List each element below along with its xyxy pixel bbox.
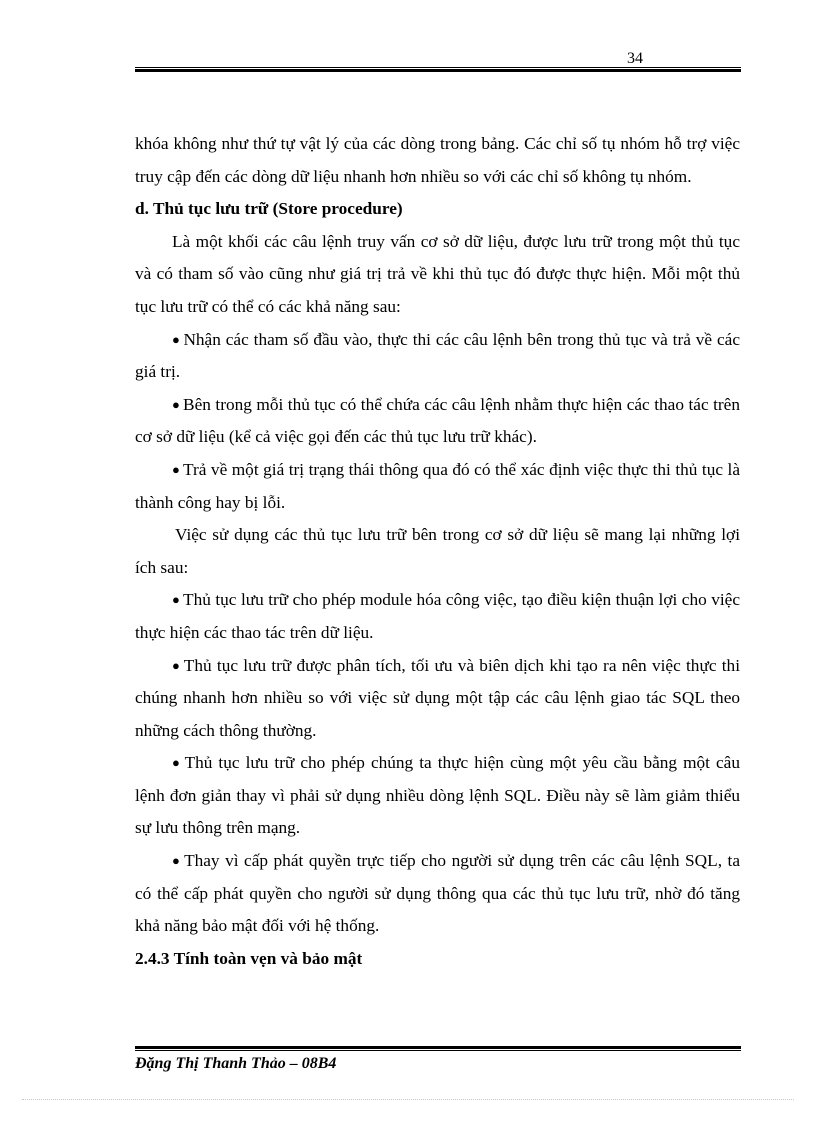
paragraph-definition: Là một khối các câu lệnh truy vấn cơ sở dữ liệu, được lưu trữ trong một thủ tục và có tham số vào cũng như giá trị trả về khi thủ tục đó được thực hiện. Mỗi một thủ tục lưu trữ có thể có các khả năng sau:: [135, 231, 740, 316]
section-heading-store-procedure: [135, 193, 740, 226]
bullet-text: Thủ tục lưu trữ được phân tích, tối ưu và biên dịch khi tạo ra nên việc thực thi chúng nhanh hơn nhiều so với việc sử dụng một tập các câu lệnh giao tác SQL theo những cách thông thường.: [135, 655, 740, 740]
bullet-item: [135, 389, 740, 454]
bullet-item: [135, 454, 740, 519]
bullet-item: [135, 845, 740, 943]
bullet-text: Bên trong mỗi thủ tục có thể chứa các câu lệnh nhằm thực hiện các thao tác trên cơ sở dữ liệu (kể cả việc gọi đến các thủ tục lưu trữ khác).: [135, 394, 740, 447]
footer-rule: [135, 1046, 741, 1051]
page-border: [22, 1099, 794, 1100]
footer-author: Đặng Thị Thanh Thảo – 08B4: [135, 1055, 337, 1072]
bullet-text: Nhận các tham số đầu vào, thực thi các câu lệnh bên trong thủ tục và trả về các giá trị.: [135, 329, 740, 382]
page-number: 34: [627, 50, 643, 67]
heading-subtitle: (Store procedure): [268, 199, 403, 219]
bullet-icon: ●: [172, 592, 181, 608]
bullet-text: Thủ tục lưu trữ cho phép chúng ta thực hiện cùng một yêu cầu bằng một câu lệnh đơn giản thay vì phải sử dụng nhiều dòng lệnh SQL. Điều này sẽ làm giảm thiểu sự lưu thông trên mạng.: [135, 753, 740, 838]
section-heading-integrity-security: 2.4.3 Tính toàn vẹn và bảo mật: [135, 948, 363, 968]
bullet-text: Trả về một giá trị trạng thái thông qua đó có thể xác định việc thực thi thủ tục là thành công hay bị lỗi.: [135, 459, 740, 512]
bullet-icon: ●: [172, 657, 181, 673]
paragraph-benefits-intro: Việc sử dụng các thủ tục lưu trữ bên trong cơ sở dữ liệu sẽ mang lại những lợi ích sau:: [135, 525, 740, 577]
heading-title: d. Thủ tục lưu trữ: [135, 199, 269, 219]
bullet-item: [135, 650, 740, 748]
bullet-text: Thay vì cấp phát quyền trực tiếp cho người sử dụng trên các câu lệnh SQL, ta có thể cấp phát quyền cho người sử dụng thông qua các thủ tục lưu trữ, nhờ đó tăng khả năng bảo mật đối với hệ thống.: [135, 851, 740, 936]
bullet-item: [135, 584, 740, 649]
paragraph-index-clustering: khóa không như thứ tự vật lý của các dòng trong bảng. Các chỉ số tụ nhóm hỗ trợ việc truy cập đến các dòng dữ liệu nhanh hơn nhiều so với các chỉ số không tụ nhóm.: [135, 134, 740, 186]
bullet-text: Thủ tục lưu trữ cho phép module hóa công việc, tạo điều kiện thuận lợi cho việc thực hiện các thao tác trên dữ liệu.: [135, 590, 740, 642]
bullet-icon: ●: [172, 461, 181, 477]
bullet-icon: ●: [172, 755, 182, 771]
bullet-icon: ●: [172, 396, 181, 412]
bullet-item: [135, 747, 740, 845]
bullet-icon: ●: [172, 853, 182, 869]
document-body: [135, 128, 740, 975]
header-rule: [135, 67, 741, 72]
bullet-item: [135, 324, 740, 389]
bullet-icon: ●: [172, 331, 181, 347]
